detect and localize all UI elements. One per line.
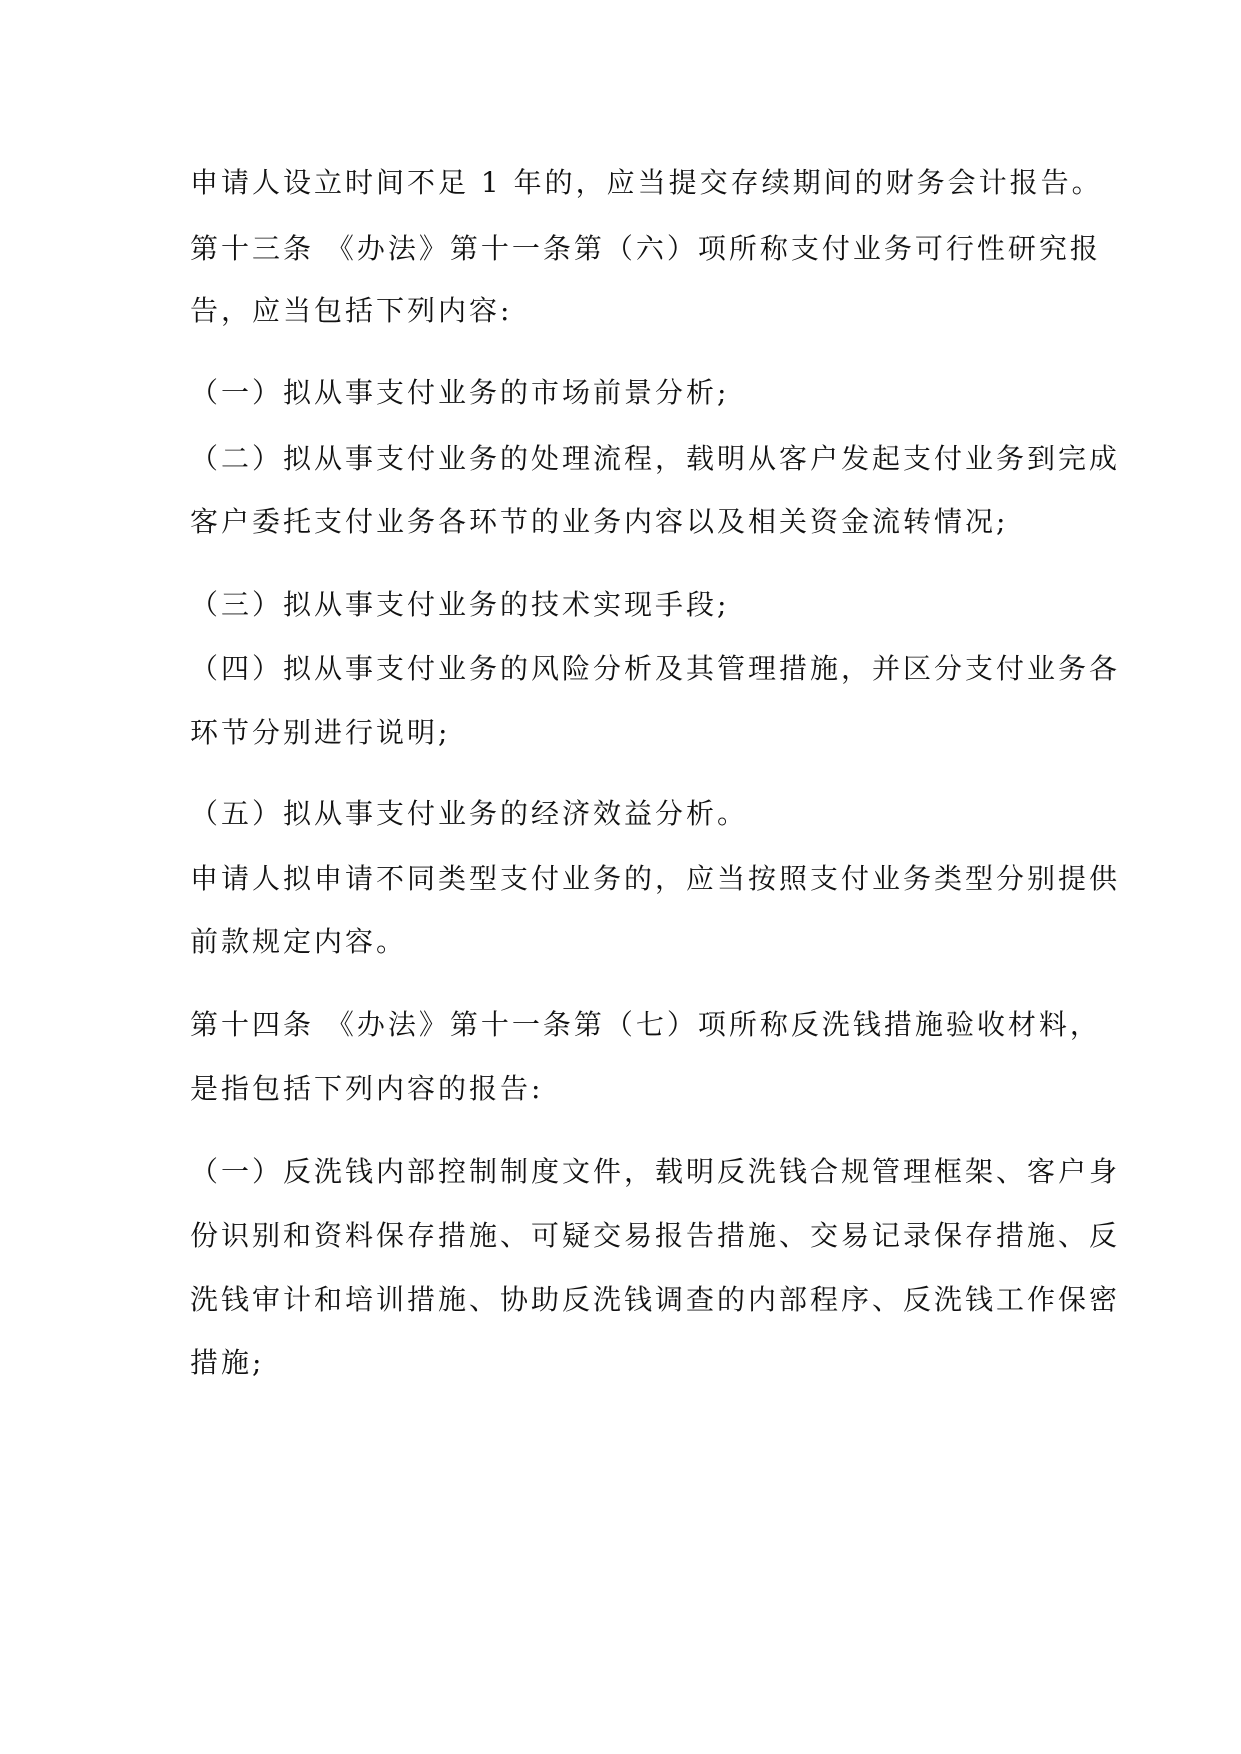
text-line: 申请人设立时间不足 1 年的，应当提交存续期间的财务会计报告。 <box>190 166 1103 199</box>
text-line: 告，应当包括下列内容: <box>190 294 513 327</box>
text-line: 环节分别进行说明; <box>190 716 451 749</box>
text-line: 前款规定内容。 <box>190 925 408 958</box>
text-line: （二）拟从事支付业务的处理流程，载明从客户发起支付业务到完成 <box>190 442 1121 475</box>
text-line: 申请人拟申请不同类型支付业务的，应当按照支付业务类型分别提供 <box>190 862 1121 895</box>
text-line: 份识别和资料保存措施、可疑交易报告措施、交易记录保存措施、反 <box>190 1219 1121 1252</box>
text-line: （三）拟从事支付业务的技术实现手段; <box>190 588 730 621</box>
text-line: 是指包括下列内容的报告: <box>190 1072 544 1105</box>
text-line: 措施; <box>190 1346 265 1379</box>
text-line: （四）拟从事支付业务的风险分析及其管理措施，并区分支付业务各 <box>190 652 1121 685</box>
text-line: 第十四条 《办法》第十一条第（七）项所称反洗钱措施验收材料， <box>190 1008 1101 1041</box>
text-line: 洗钱审计和培训措施、协助反洗钱调查的内部程序、反洗钱工作保密 <box>190 1283 1121 1316</box>
text-line: 客户委托支付业务各环节的业务内容以及相关资金流转情况; <box>190 505 1009 538</box>
text-line: （一）拟从事支付业务的市场前景分析; <box>190 376 730 409</box>
text-line: （五）拟从事支付业务的经济效益分析。 <box>190 797 749 830</box>
text-line: （一）反洗钱内部控制制度文件，载明反洗钱合规管理框架、客户身 <box>190 1155 1121 1188</box>
text-line: 第十三条 《办法》第十一条第（六）项所称支付业务可行性研究报 <box>190 232 1101 265</box>
